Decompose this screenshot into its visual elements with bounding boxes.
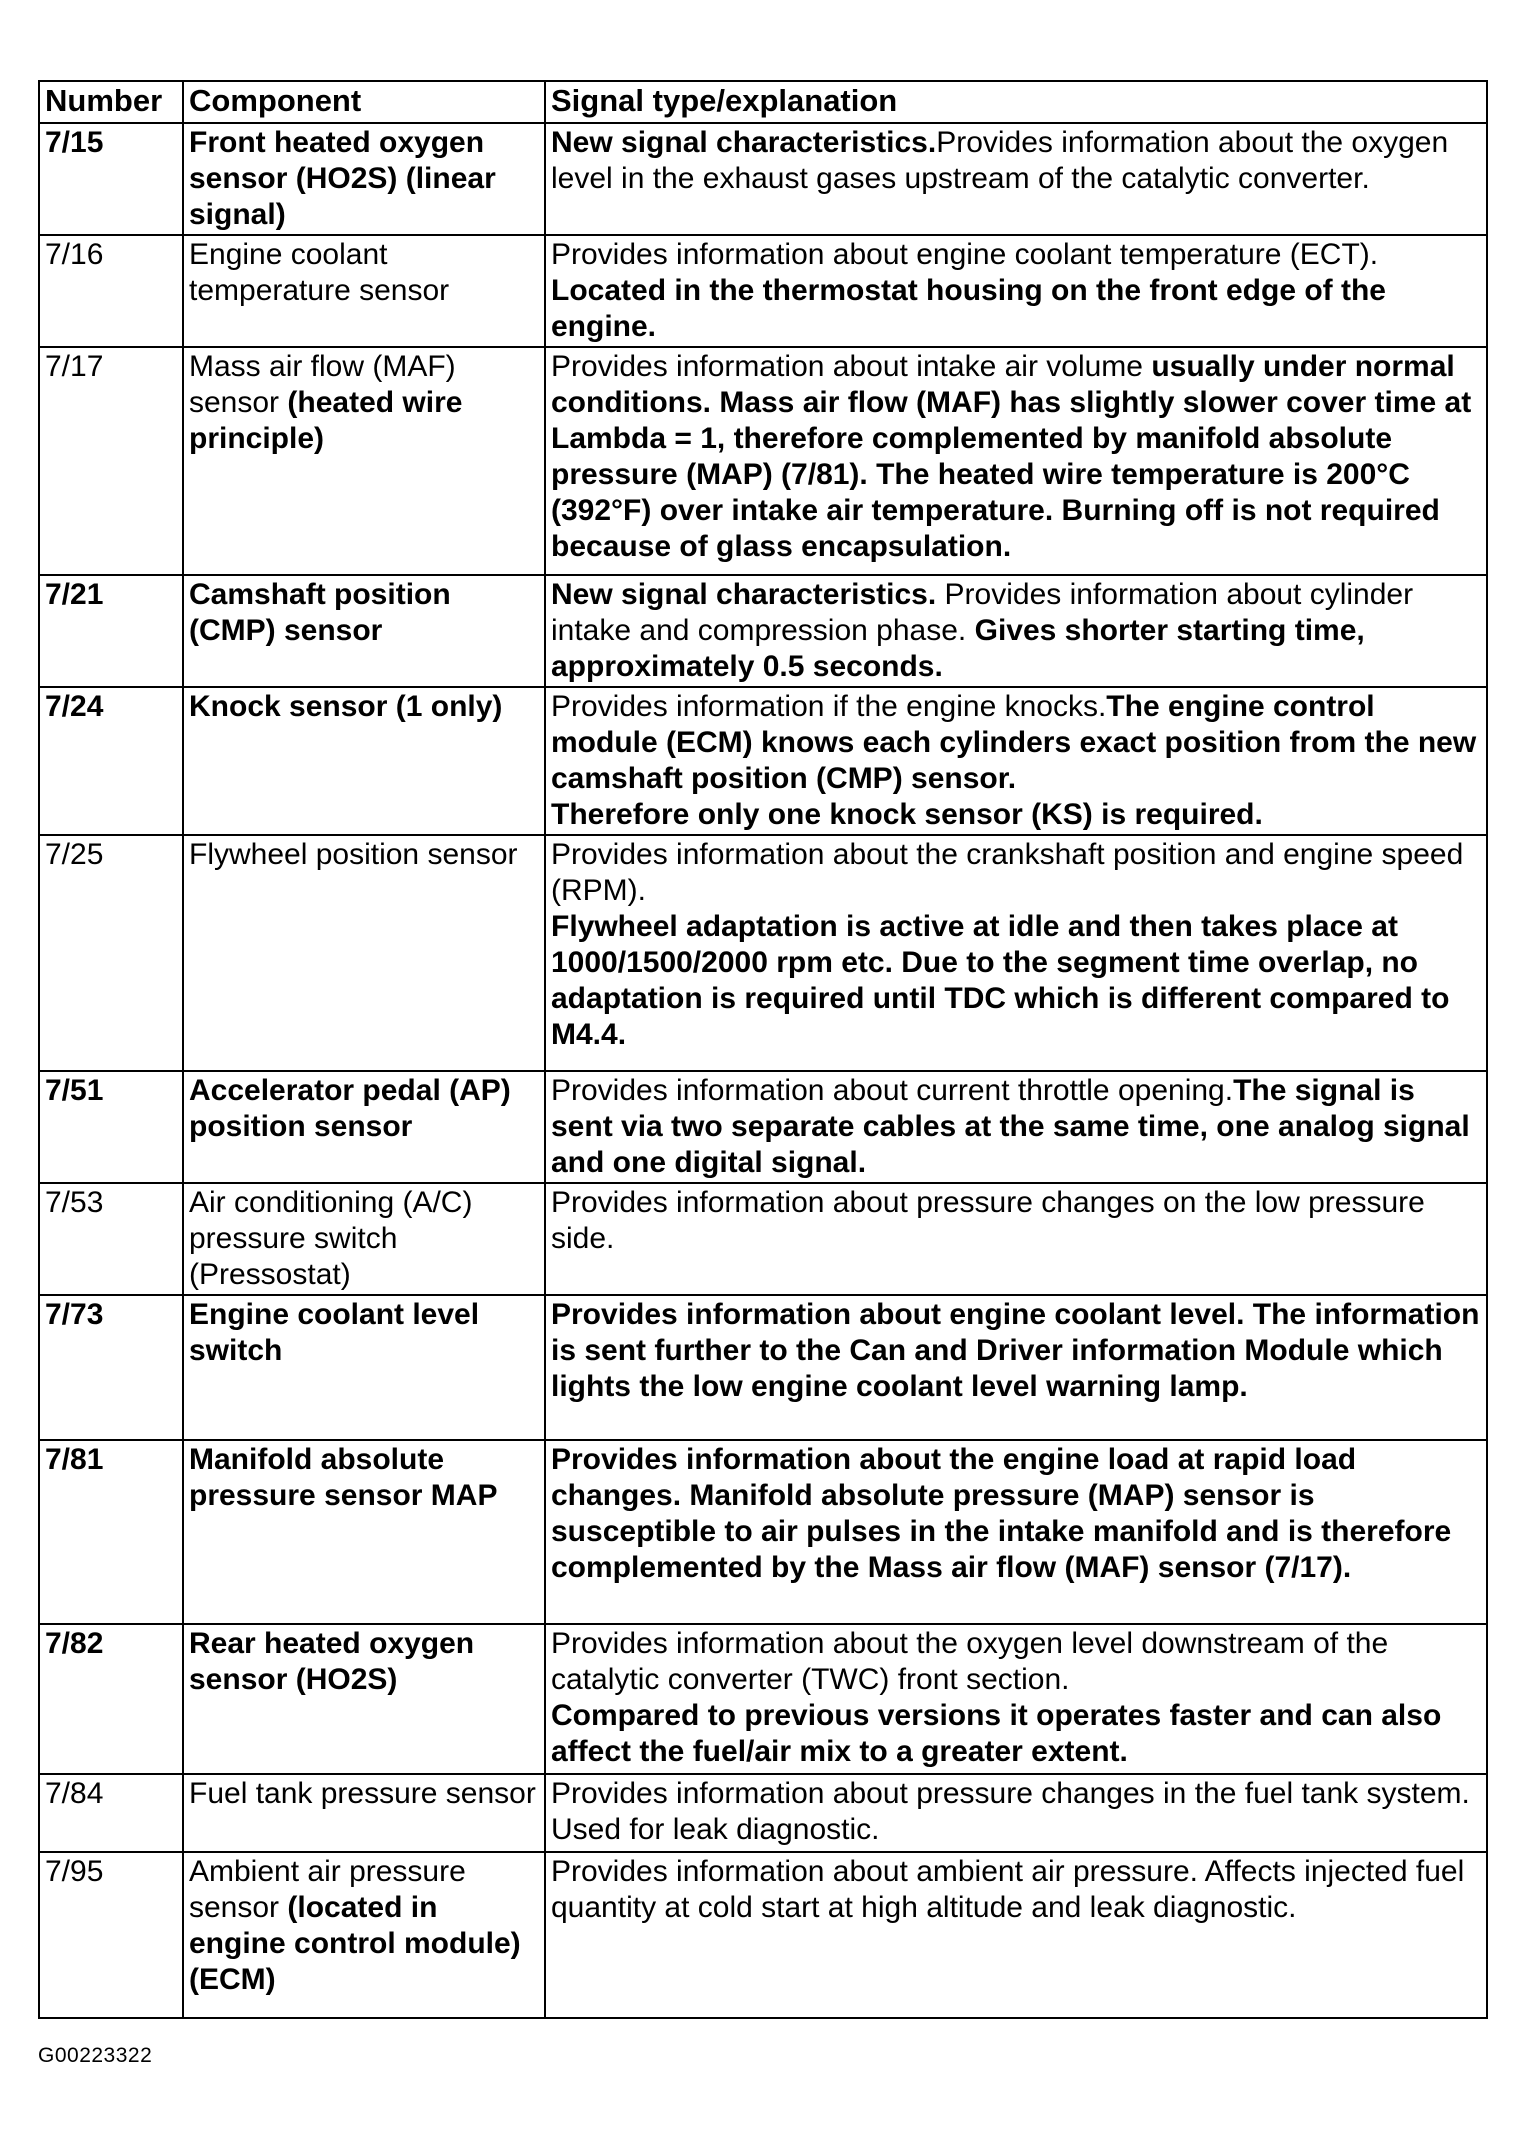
row-number: 7/16 — [39, 235, 183, 347]
row-signal: Provides information about intake air volume usually under normal conditions. Mass air flow (MAF) has slightly slower cover time at Lambda = 1, therefore complemented by manifold absolute pressure (MAP) (7/81). The heated wire temperature is 200°C (392°F) over intake air temperature. Burning off is not required because of glass encapsulation. — [545, 347, 1487, 575]
header-signal-type: Signal type/explanation — [545, 81, 1487, 123]
row-component: Fuel tank pressure sensor — [183, 1774, 545, 1852]
table-row — [39, 687, 1487, 835]
row-component: Camshaft position (CMP) sensor — [183, 575, 545, 687]
header-number: Number — [39, 81, 183, 123]
table-row — [39, 1774, 1487, 1852]
table-row — [39, 123, 1487, 235]
row-signal: Provides information about the oxygen level downstream of the catalytic converter (TWC) front section. Compared to previous versions it operates faster and can also affect the fuel/air mix to a greater extent. — [545, 1624, 1487, 1774]
row-signal: Provides information about current throttle opening.The signal is sent via two separate cables at the same time, one analog signal and one digital signal. — [545, 1071, 1487, 1183]
row-component: Mass air flow (MAF) sensor (heated wire principle) — [183, 347, 545, 575]
row-number: 7/53 — [39, 1183, 183, 1295]
table-row — [39, 347, 1487, 575]
sensor-signal-table — [38, 80, 1488, 2019]
row-number: 7/15 — [39, 123, 183, 235]
row-signal: Provides information about the crankshaft position and engine speed (RPM). Flywheel adaptation is active at idle and then takes place at 1000/1500/2000 rpm etc. Due to the segment time overlap, no adaptation is required until TDC which is different compared to M4.4. — [545, 835, 1487, 1071]
row-number: 7/24 — [39, 687, 183, 835]
row-component: Knock sensor (1 only) — [183, 687, 545, 835]
header-component: Component — [183, 81, 545, 123]
table-row — [39, 1183, 1487, 1295]
table-row — [39, 835, 1487, 1071]
table-row — [39, 1852, 1487, 2018]
table-row — [39, 1295, 1487, 1440]
table-row — [39, 235, 1487, 347]
table-row — [39, 1071, 1487, 1183]
row-number: 7/95 — [39, 1852, 183, 2018]
figure-id: G00223322 — [38, 2044, 153, 2067]
row-component: Front heated oxygen sensor (HO2S) (linear signal) — [183, 123, 545, 235]
table-row — [39, 1624, 1487, 1774]
row-signal: Provides information if the engine knocks.The engine control module (ECM) knows each cylinders exact position from the new camshaft position (CMP) sensor. Therefore only one knock sensor (KS) is required. — [545, 687, 1487, 835]
row-signal: New signal characteristics. Provides information about cylinder intake and compression phase. Gives shorter starting time, approximately 0.5 seconds. — [545, 575, 1487, 687]
row-component: Ambient air pressure sensor (located in engine control module) (ECM) — [183, 1852, 545, 2018]
row-signal: New signal characteristics.Provides information about the oxygen level in the exhaust gases upstream of the catalytic converter. — [545, 123, 1487, 235]
row-signal: Provides information about engine coolant level. The information is sent further to the Can and Driver information Module which lights the low engine coolant level warning lamp. — [545, 1295, 1487, 1440]
row-number: 7/21 — [39, 575, 183, 687]
table-header-row — [39, 81, 1487, 123]
row-number: 7/51 — [39, 1071, 183, 1183]
row-number: 7/82 — [39, 1624, 183, 1774]
row-signal: Provides information about the engine load at rapid load changes. Manifold absolute pressure (MAP) sensor is susceptible to air pulses in the intake manifold and is therefore complemented by the Mass air flow (MAF) sensor (7/17). — [545, 1440, 1487, 1624]
row-component: Flywheel position sensor — [183, 835, 545, 1071]
row-component: Rear heated oxygen sensor (HO2S) — [183, 1624, 545, 1774]
row-signal: Provides information about ambient air pressure. Affects injected fuel quantity at cold start at high altitude and leak diagnostic. — [545, 1852, 1487, 2018]
table-row — [39, 1440, 1487, 1624]
row-number: 7/25 — [39, 835, 183, 1071]
row-signal: Provides information about pressure changes on the low pressure side. — [545, 1183, 1487, 1295]
row-component: Engine coolant level switch — [183, 1295, 545, 1440]
row-number: 7/84 — [39, 1774, 183, 1852]
row-number: 7/17 — [39, 347, 183, 575]
row-component: Manifold absolute pressure sensor MAP — [183, 1440, 545, 1624]
row-number: 7/81 — [39, 1440, 183, 1624]
row-number: 7/73 — [39, 1295, 183, 1440]
row-component: Engine coolant temperature sensor — [183, 235, 545, 347]
row-signal: Provides information about pressure changes in the fuel tank system. Used for leak diagnostic. — [545, 1774, 1487, 1852]
row-component: Air conditioning (A/C) pressure switch (Pressostat) — [183, 1183, 545, 1295]
row-signal: Provides information about engine coolant temperature (ECT). Located in the thermostat housing on the front edge of the engine. — [545, 235, 1487, 347]
row-component: Accelerator pedal (AP) position sensor — [183, 1071, 545, 1183]
table-row — [39, 575, 1487, 687]
